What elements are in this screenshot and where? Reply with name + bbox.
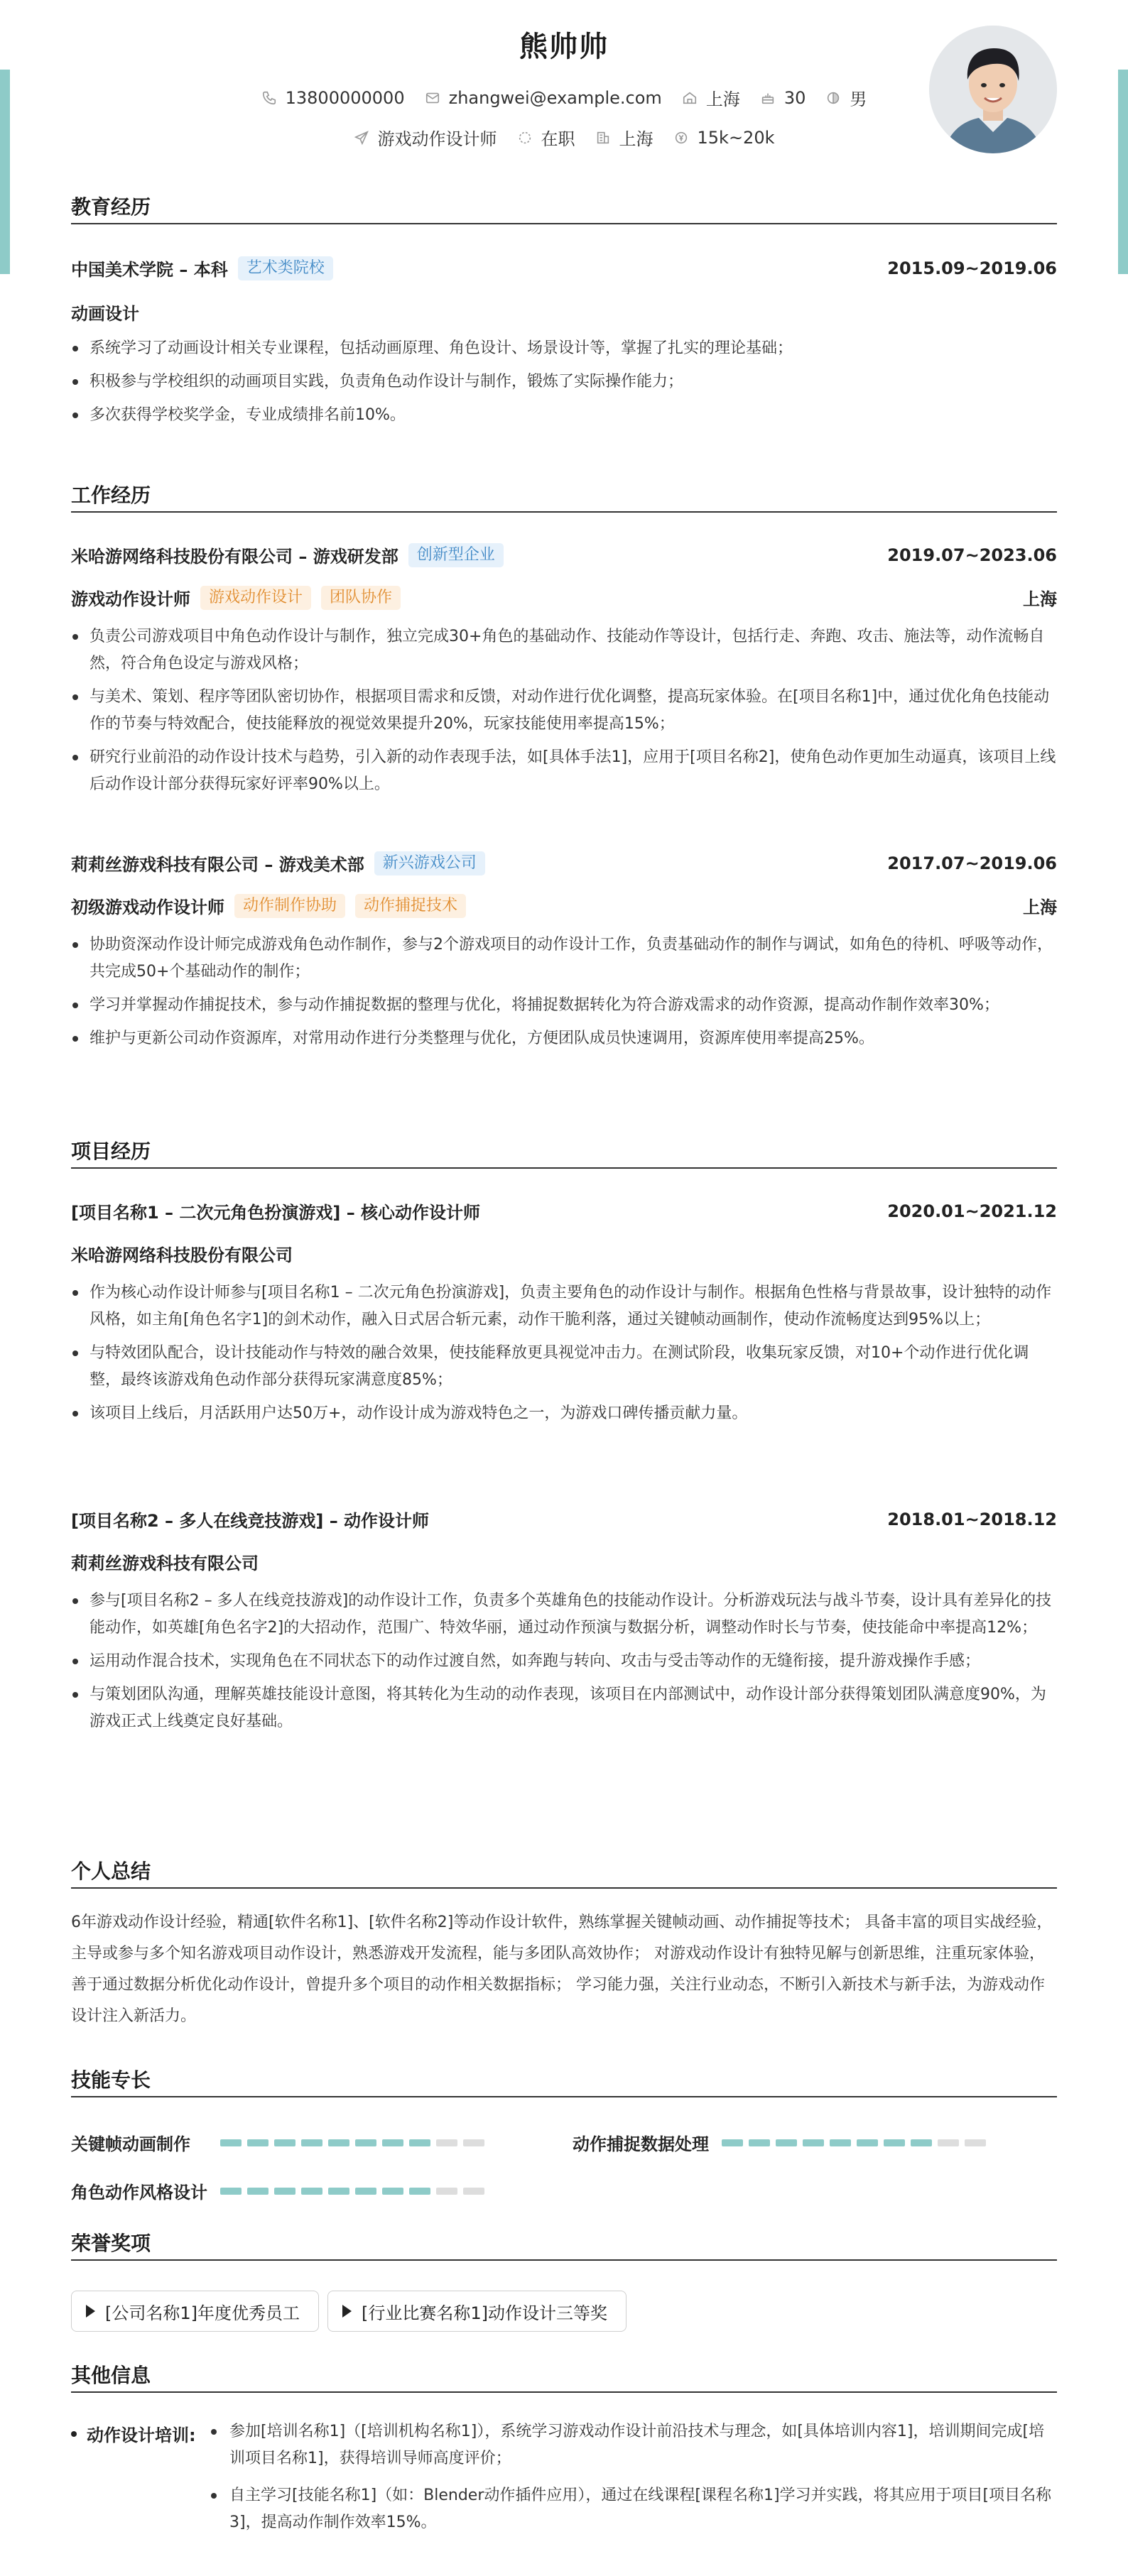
list-item: 与美术、策划、程序等团队密切协作，根据项目需求和反馈，对动作进行优化调整，提高玩家体验。在[项目名称1]中，通过优化角色技能动作的节奏与特效配合，使技能释放的视觉效果提升20%，玩家技能使用率提高15%； bbox=[71, 684, 1057, 738]
project-name: [项目名称1 – 二次元角色扮演游戏] – 核心动作设计师 bbox=[71, 1203, 481, 1223]
summary-title: 个人总结 bbox=[71, 1857, 1057, 1889]
list-item: 学习并掌握动作捕捉技术，参与动作捕捉数据的整理与优化，将捕捉数据转化为符合游戏需求的动作资源，提高动作制作效率30%； bbox=[71, 992, 1057, 1019]
company-tag: 新兴游戏公司 bbox=[374, 851, 485, 875]
skill-item bbox=[71, 2178, 484, 2203]
project-bullets bbox=[71, 1588, 1057, 1742]
skill-dash-filled bbox=[301, 2139, 322, 2146]
list-item: 参加[培训名称1]（[培训机构名称1]），系统学习游戏动作设计前沿技术与理念，如[具体培训内容1]，培训期间完成[培训项目名称1]，获得培训导师高度评价； bbox=[210, 2418, 1057, 2472]
skill-dash-filled bbox=[355, 2188, 376, 2195]
company-name: 莉莉丝游戏科技有限公司 – 游戏美术部 bbox=[71, 855, 364, 875]
list-item: 研究行业前沿的动作设计技术与趋势，引入新的动作表现手法，如[具体手法1]，应用于[项目名称2]，使角色动作更加生动逼真，该项目上线后动作设计部分获得玩家好评率90%以上。 bbox=[71, 744, 1057, 798]
job-tag: 动作捕捉技术 bbox=[355, 894, 466, 918]
job-tag: 游戏动作设计 bbox=[200, 586, 311, 610]
skills-title: 技能专长 bbox=[71, 2066, 1057, 2097]
skills-section bbox=[71, 2066, 1057, 2203]
list-item: 维护与更新公司动作资源库，对常用动作进行分类整理与优化，方便团队成员快速调用，资源库使用率提高25%。 bbox=[71, 1025, 1057, 1052]
skill-dash-empty bbox=[965, 2139, 986, 2146]
list-item: 该项目上线后，月活跃用户达50万+，动作设计成为游戏特色之一，为游戏口碑传播贡献力量。 bbox=[71, 1400, 1057, 1427]
projects-title: 项目经历 bbox=[71, 1137, 1057, 1169]
project-bullets bbox=[71, 1279, 1057, 1434]
job-location: 上海 bbox=[1023, 589, 1057, 609]
work-title: 工作经历 bbox=[71, 481, 1057, 513]
project-name: [项目名称2 – 多人在线竞技游戏] – 动作设计师 bbox=[71, 1511, 430, 1531]
gender-item bbox=[825, 85, 867, 110]
mail-icon bbox=[425, 90, 440, 106]
job-tag: 团队协作 bbox=[321, 586, 401, 610]
phone-item bbox=[261, 88, 405, 108]
major-name: 动画设计 bbox=[71, 304, 139, 324]
project-company: 莉莉丝游戏科技有限公司 bbox=[71, 1554, 259, 1573]
skill-dash-filled bbox=[884, 2139, 905, 2146]
contact-row bbox=[71, 85, 1057, 110]
target-city-item bbox=[595, 125, 654, 150]
education-bullets bbox=[71, 335, 1057, 435]
summary-text: 6年游戏动作设计经验，精通[软件名称1]、[软件名称2]等动作设计软件，熟练掌握关键帧动画、动作捕捉等技术； 具备丰富的项目实战经验，主导或参与多个知名游戏项目动作设计，熟悉游戏开发流程，能与多团队高效协作； 对游戏动作设计有独特见解与创新思维，注重玩家体验，善于通过数据分析优化动作设计，曾提升多个项目的动作相关数据指标； 学习能力强，关注行业动态，不断引入新技术与新手法，为游戏动作设计注入新活力。 bbox=[71, 1914, 1053, 2025]
skill-dash-filled bbox=[328, 2188, 349, 2195]
list-item: 与策划团队沟通，理解英雄技能设计意图，将其转化为生动的动作表现，该项目在内部测试中，动作设计部分获得策划团队满意度90%，为游戏正式上线奠定良好基础。 bbox=[71, 1681, 1057, 1735]
skill-dash-filled bbox=[328, 2139, 349, 2146]
job-location: 上海 bbox=[1023, 897, 1057, 917]
list-item: 系统学习了动画设计相关专业课程，包括动画原理、角色设计、场景设计等，掌握了扎实的理论基础； bbox=[71, 335, 1057, 362]
school-tag: 艺术类院校 bbox=[238, 256, 333, 280]
skill-dash-filled bbox=[803, 2139, 824, 2146]
list-item: 多次获得学校奖学金，专业成绩排名前10%。 bbox=[71, 402, 1057, 429]
skill-dash-filled bbox=[776, 2139, 797, 2146]
phone-text: 13800000000 bbox=[285, 87, 405, 108]
awards-list bbox=[71, 2291, 627, 2332]
awards-section bbox=[71, 2230, 1057, 2323]
email-item bbox=[425, 88, 662, 108]
skill-dash-filled bbox=[722, 2139, 743, 2146]
list-item: 协助资深动作设计师完成游戏角色动作制作，参与2个游戏项目的动作设计工作，负责基础动作的制作与调试，如角色的待机、呼吸等动作，共完成50+个基础动作的制作； bbox=[71, 932, 1057, 986]
cake-icon bbox=[760, 90, 776, 106]
education-section bbox=[71, 193, 1057, 424]
education-title: 教育经历 bbox=[71, 193, 1057, 224]
send-icon bbox=[354, 130, 369, 146]
work-section bbox=[71, 481, 1057, 1047]
list-item: 积极参与学校组织的动画项目实践，负责角色动作设计与制作，锻炼了实际操作能力； bbox=[71, 369, 1057, 395]
skill-item bbox=[573, 2130, 986, 2155]
salary-text: 15k~20k bbox=[697, 127, 775, 148]
job-target-item bbox=[354, 125, 497, 150]
project-head bbox=[71, 1199, 1057, 1223]
gender-text: 男 bbox=[850, 89, 867, 109]
list-item: 与特效团队配合，设计技能动作与特效的融合效果，使技能释放更具视觉冲击力。在测试阶段，收集玩家反馈，对10+个动作进行优化调整，最终该游戏角色动作部分获得玩家满意度85%； bbox=[71, 1340, 1057, 1394]
salary-item bbox=[673, 128, 775, 148]
list-item: 自主学习[技能名称1]（如：Blender动作插件应用），通过在线课程[课程名称1]学习并实践，将其应用于项目[项目名称3]，提高动作制作效率15%。 bbox=[210, 2482, 1057, 2536]
right-accent-bar bbox=[1118, 70, 1128, 274]
award-item[interactable] bbox=[327, 2291, 627, 2332]
skill-dash-filled bbox=[274, 2188, 295, 2195]
skill-dash-filled bbox=[911, 2139, 932, 2146]
award-item[interactable] bbox=[71, 2291, 319, 2332]
job-bullets bbox=[71, 623, 1057, 804]
job-position: 初级游戏动作设计师 bbox=[71, 897, 224, 917]
skill-item bbox=[71, 2130, 484, 2155]
job-date: 2017.07~2019.06 bbox=[887, 853, 1057, 873]
job-head bbox=[71, 542, 1057, 567]
list-item: 运用动作混合技术，实现角色在不同状态下的动作过渡自然，如奔跑与转向、攻击与受击等动作的无缝衔接，提升游戏操作手感； bbox=[71, 1648, 1057, 1675]
skill-dash-filled bbox=[382, 2188, 403, 2195]
building-icon bbox=[595, 130, 611, 146]
status-icon bbox=[517, 130, 533, 146]
skill-dash-filled bbox=[409, 2188, 430, 2195]
job-target-text: 游戏动作设计师 bbox=[377, 129, 497, 149]
projects-section bbox=[71, 1137, 1057, 1730]
job-position-row bbox=[71, 585, 1057, 610]
other-title: 其他信息 bbox=[71, 2362, 1057, 2393]
company-tag: 创新型企业 bbox=[408, 543, 504, 567]
school-name: 中国美术学院 – 本科 bbox=[71, 260, 228, 280]
money-icon bbox=[673, 130, 689, 146]
play-icon bbox=[342, 2305, 352, 2318]
resume-header bbox=[71, 0, 1057, 178]
avatar bbox=[929, 26, 1057, 153]
skill-name: 关键帧动画制作 bbox=[71, 2134, 190, 2154]
status-item bbox=[517, 125, 575, 150]
skill-level-bar bbox=[722, 2139, 986, 2146]
city-item bbox=[682, 85, 740, 110]
status-text: 在职 bbox=[541, 129, 575, 149]
job-row bbox=[71, 125, 1057, 150]
skill-dash-filled bbox=[409, 2139, 430, 2146]
project-company: 米哈游网络科技股份有限公司 bbox=[71, 1245, 293, 1265]
skill-dash-empty bbox=[436, 2139, 457, 2146]
email-text: zhangwei@example.com bbox=[448, 87, 662, 108]
candidate-name: 熊帅帅 bbox=[519, 31, 609, 63]
job-position: 游戏动作设计师 bbox=[71, 589, 190, 609]
skill-dash-filled bbox=[749, 2139, 770, 2146]
list-item: 作为核心动作设计师参与[项目名称1 – 二次元角色扮演游戏]，负责主要角色的动作设计与制作。根据角色性格与背景故事，设计独特的动作风格，如主角[角色名字1]的剑术动作，融入日式居合斩元素，动作干脆利落，通过关键帧动画制作，使动作流畅度达到95%以上； bbox=[71, 1279, 1057, 1333]
age-item bbox=[760, 88, 806, 108]
skill-name: 角色动作风格设计 bbox=[71, 2183, 207, 2203]
skill-dash-empty bbox=[463, 2139, 484, 2146]
job-bullets bbox=[71, 932, 1057, 1059]
left-accent-bar bbox=[0, 70, 10, 274]
job-head bbox=[71, 851, 1057, 875]
other-bullets bbox=[210, 2418, 1057, 2546]
target-city-text: 上海 bbox=[619, 129, 654, 149]
skill-dash-filled bbox=[830, 2139, 851, 2146]
skill-level-bar bbox=[220, 2188, 484, 2195]
skill-level-bar bbox=[220, 2139, 484, 2146]
award-label: [行业比赛名称1]动作设计三等奖 bbox=[362, 2303, 607, 2323]
bullet-dot bbox=[71, 2431, 77, 2437]
summary-section bbox=[71, 1857, 1057, 2025]
skill-dash-filled bbox=[301, 2188, 322, 2195]
education-date: 2015.09~2019.06 bbox=[887, 258, 1057, 278]
skill-dash-filled bbox=[220, 2139, 242, 2146]
other-label-text: 动作设计培训: bbox=[87, 2425, 196, 2445]
skill-dash-filled bbox=[247, 2139, 269, 2146]
gender-icon bbox=[825, 90, 841, 106]
education-head bbox=[71, 256, 1057, 280]
phone-icon bbox=[261, 90, 277, 106]
other-section bbox=[71, 2362, 1057, 2531]
skill-dash-filled bbox=[274, 2139, 295, 2146]
skill-dash-filled bbox=[355, 2139, 376, 2146]
job-tag: 动作制作协助 bbox=[234, 894, 345, 918]
skill-name: 动作捕捉数据处理 bbox=[573, 2134, 709, 2154]
job-date: 2019.07~2023.06 bbox=[887, 545, 1057, 565]
project-head bbox=[71, 1507, 1057, 1532]
list-item: 负责公司游戏项目中角色动作设计与制作，独立完成30+角色的基础动作、技能动作等设计，包括行走、奔跑、攻击、施法等，动作流畅自然，符合角色设定与游戏风格； bbox=[71, 623, 1057, 677]
skill-dash-empty bbox=[436, 2188, 457, 2195]
project-date: 2018.01~2018.12 bbox=[887, 1509, 1057, 1529]
resume-page bbox=[71, 0, 1057, 2531]
skill-dash-empty bbox=[938, 2139, 959, 2146]
age-text: 30 bbox=[783, 87, 806, 108]
skill-dash-filled bbox=[382, 2139, 403, 2146]
award-label: [公司名称1]年度优秀员工 bbox=[105, 2303, 300, 2323]
home-icon bbox=[682, 90, 698, 106]
company-name: 米哈游网络科技股份有限公司 – 游戏研发部 bbox=[71, 547, 398, 567]
city-text: 上海 bbox=[705, 89, 740, 109]
skill-dash-filled bbox=[220, 2188, 242, 2195]
awards-title: 荣誉奖项 bbox=[71, 2230, 1057, 2261]
other-label bbox=[71, 2421, 196, 2446]
skill-dash-filled bbox=[857, 2139, 878, 2146]
play-icon bbox=[86, 2305, 95, 2318]
list-item: 参与[项目名称2 – 多人在线竞技游戏]的动作设计工作，负责多个英雄角色的技能动作设计。分析游戏玩法与战斗节奏，设计具有差异化的技能动作，如英雄[角色名字2]的大招动作，范围广、特效华丽，通过动作预演与数据分析，调整动作时长与节奏，使技能命中率提高12%； bbox=[71, 1588, 1057, 1642]
project-date: 2020.01~2021.12 bbox=[887, 1201, 1057, 1221]
job-position-row bbox=[71, 893, 1057, 918]
skill-dash-filled bbox=[247, 2188, 269, 2195]
skill-dash-empty bbox=[463, 2188, 484, 2195]
